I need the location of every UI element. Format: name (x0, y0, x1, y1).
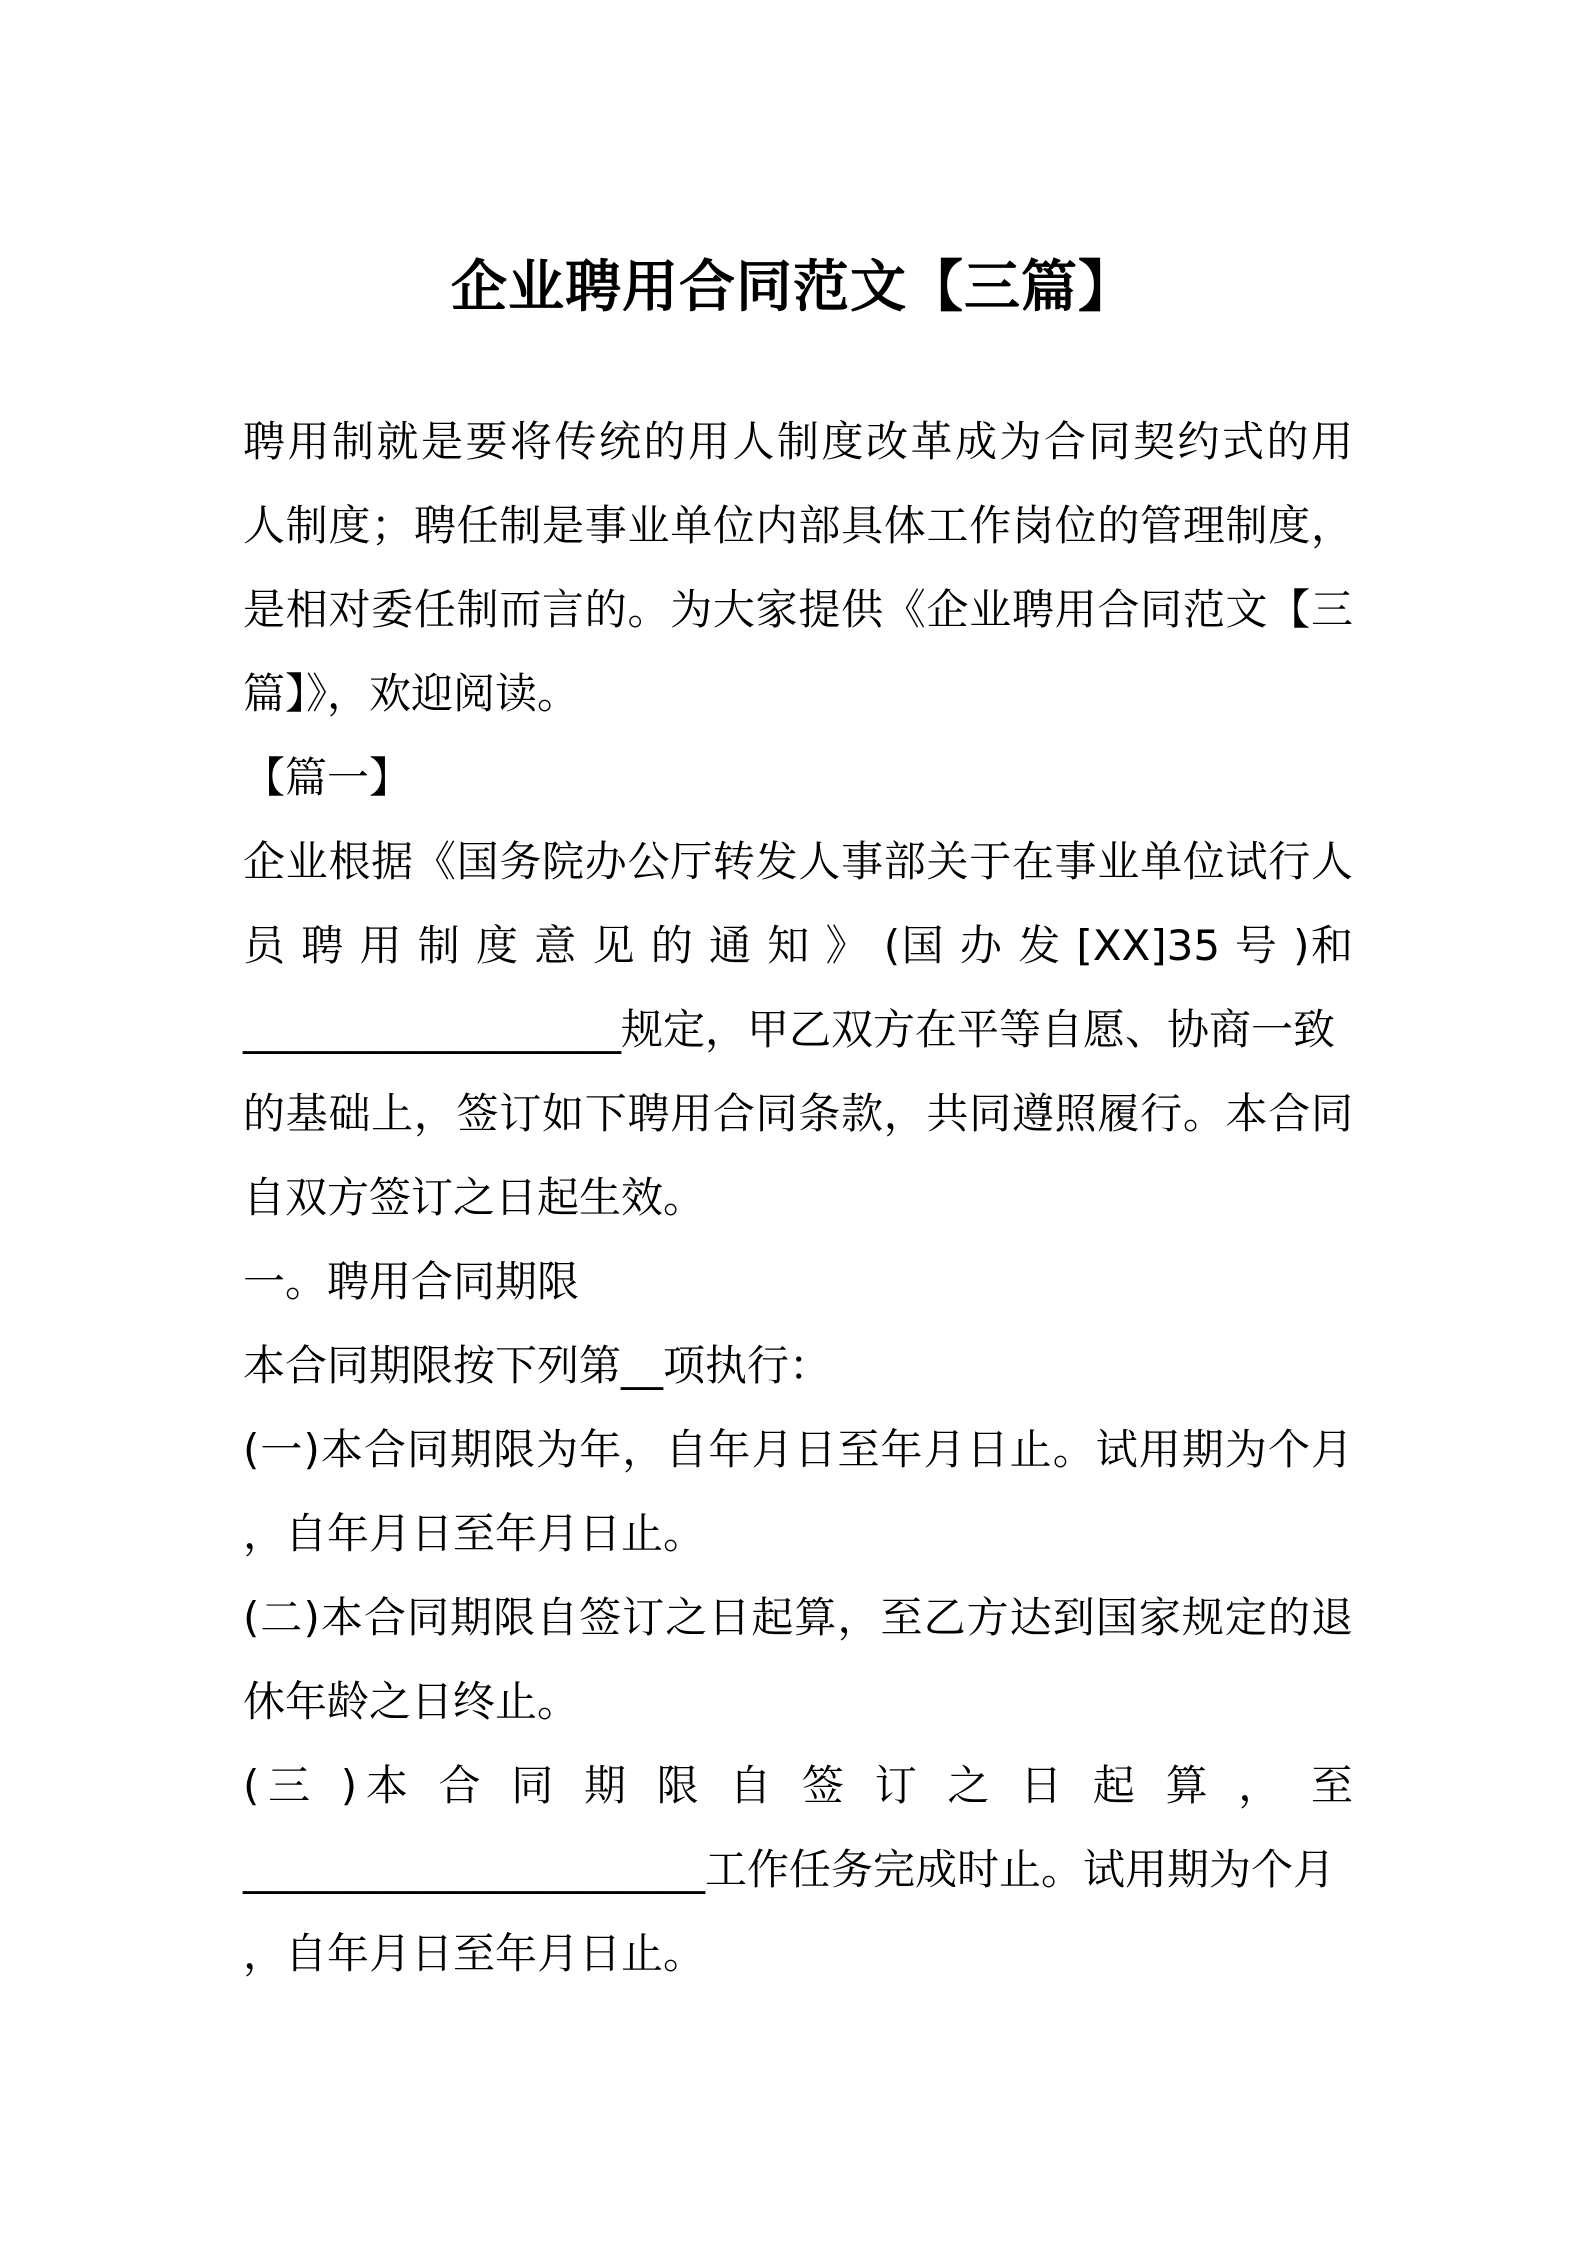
clause-item-line: 休年龄之日终止。 (243, 1677, 580, 1726)
document-title: 企业聘用合同范文【三篇】 (451, 255, 1135, 320)
paragraph-line: 员 聘 用 制 度 意 见 的 通 知 》 (国 办 发 [XX]35 号 )和 (243, 921, 1353, 970)
paragraph-text: 规定，甲乙双方在平等自愿、协商一致 (621, 1005, 1336, 1054)
clause-item-line: ，自年月日至年月日止。 (243, 1929, 706, 1978)
paragraph-line: 的基础上，签订如下聘用合同条款，共同遵照履行。本合同 (243, 1089, 1353, 1138)
clause-heading: 一。聘用合同期限 (243, 1257, 580, 1306)
section-heading: 【篇一】 (243, 753, 412, 802)
document-body (243, 400, 1353, 1996)
clause-item-line (243, 1828, 1353, 1912)
intro-line: 聘用制就是要将传统的用人制度改革成为合同契约式的用 (243, 417, 1353, 466)
clause-item-line: ，自年月日至年月日止。 (243, 1509, 706, 1558)
fill-in-blank: __________________ (243, 1005, 621, 1054)
intro-line: 篇】》，欢迎阅读。 (243, 669, 580, 718)
clause-item-line: (三 )本 合 同 期 限 自 签 订 之 日 起 算 ， 至 (243, 1761, 1353, 1810)
clause-item-line: (一)本合同期限为年，自年月日至年月日止。试用期为个月 (243, 1425, 1353, 1474)
clause-item-text: 工作任务完成时止。试用期为个月 (705, 1845, 1336, 1894)
intro-line: 是相对委任制而言的。为大家提供《企业聘用合同范文【三 (243, 585, 1353, 634)
fill-in-blank: ______________________ (243, 1845, 705, 1894)
clause-intro: 本合同期限按下列第__项执行： (243, 1341, 832, 1390)
intro-line: 人制度；聘任制是事业单位内部具体工作岗位的管理制度， (243, 501, 1353, 550)
clause-item-line: (二)本合同期限自签订之日起算，至乙方达到国家规定的退 (243, 1593, 1353, 1642)
paragraph-line: 自双方签订之日起生效。 (243, 1173, 706, 1222)
paragraph-line: 企业根据《国务院办公厅转发人事部关于在事业单位试行人 (243, 837, 1353, 886)
paragraph-line (243, 988, 1353, 1072)
